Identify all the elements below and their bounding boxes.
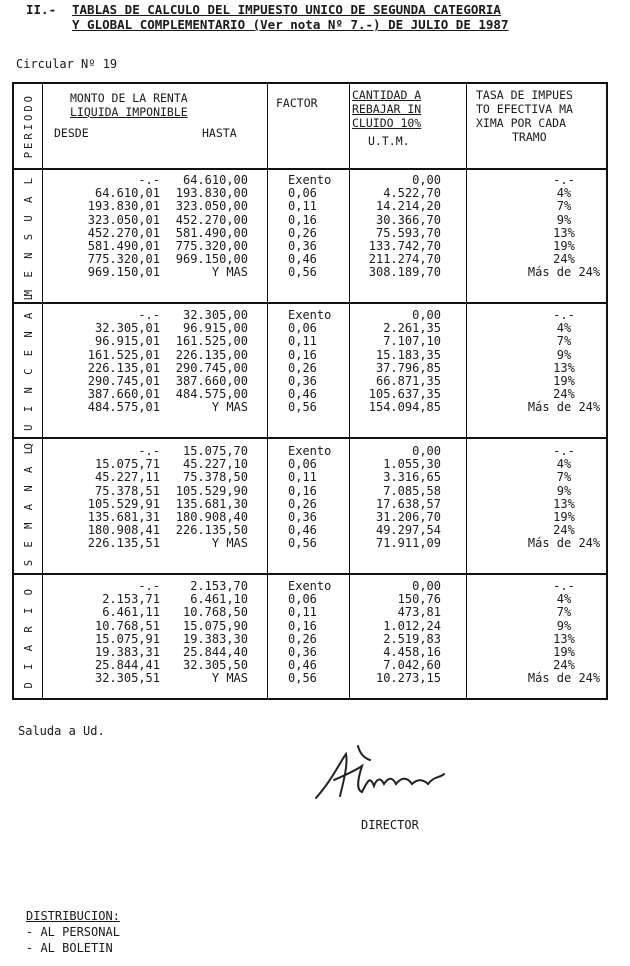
- cell-tasa: 4%: [556, 457, 572, 472]
- cell-tasa: 13%: [553, 631, 575, 646]
- cell-desde: -.-: [138, 173, 160, 187]
- cell-factor: 0,11: [288, 605, 317, 620]
- cell-hasta: 105.529,90: [175, 483, 248, 498]
- cell-desde: 387.660,01: [87, 387, 160, 402]
- cell-desde: 64.610,01: [94, 186, 160, 201]
- header-periodo: PERIODO: [23, 93, 35, 159]
- cell-desde: 19.383,31: [94, 644, 160, 659]
- cell-tasa: 24%: [553, 658, 575, 673]
- header-tasa: TASA DE IMPUES TO EFECTIVA MA XIMA POR CADA TRAMO: [476, 88, 573, 144]
- cell-cantidad: 15.183,35: [375, 347, 441, 362]
- cell-cantidad: 4.458,16: [383, 644, 441, 659]
- cell-factor: 0,16: [288, 618, 317, 633]
- cell-hasta: 180.908,40: [175, 509, 248, 524]
- cell-tasa: -.-: [553, 308, 575, 322]
- cell-cantidad: 66.871,35: [375, 373, 441, 388]
- table-row: [44, 498, 606, 511]
- table-row: [44, 606, 606, 619]
- cell-desde: 226.135,01: [87, 360, 160, 375]
- cell-desde: 135.681,31: [87, 509, 160, 524]
- cell-factor: 0,56: [288, 400, 317, 415]
- cell-factor: 0,36: [288, 644, 317, 659]
- cell-cantidad: 71.911,09: [375, 536, 441, 551]
- header-divider: [14, 168, 606, 170]
- cell-cantidad: 150,76: [397, 592, 441, 607]
- cell-cantidad: 0,00: [412, 579, 441, 593]
- cell-desde: 323.050,01: [87, 212, 160, 227]
- cell-cantidad: 2.519,83: [383, 631, 441, 646]
- cell-factor: 0,56: [288, 671, 317, 686]
- table-row: [44, 214, 606, 227]
- cell-desde: -.-: [138, 579, 160, 593]
- cell-cantidad: 133.742,70: [368, 238, 441, 253]
- cell-hasta: 2.153,70: [190, 579, 248, 593]
- cell-factor: 0,11: [288, 470, 317, 485]
- cell-tasa: 4%: [556, 186, 572, 201]
- director-label: DIRECTOR: [361, 818, 419, 832]
- cell-hasta: 15.075,90: [182, 618, 248, 633]
- cell-cantidad: 7.107,10: [383, 334, 441, 349]
- table-row: [44, 335, 606, 348]
- cell-hasta: 19.383,30: [182, 631, 248, 646]
- cell-factor: 0,06: [288, 186, 317, 201]
- cell-hasta: Y MAS: [211, 671, 248, 686]
- distribution-title: DISTRIBUCION:: [26, 909, 120, 923]
- cell-hasta: 161.525,00: [175, 334, 248, 349]
- cell-factor: Exento: [288, 308, 332, 322]
- cell-cantidad: 49.297,54: [375, 523, 441, 538]
- cell-hasta: Y MAS: [211, 536, 248, 551]
- cell-desde: 75.378,51: [94, 483, 160, 498]
- cell-cantidad: 4.522,70: [383, 186, 441, 201]
- cell-factor: 0,11: [288, 334, 317, 349]
- cell-cantidad: 0,00: [412, 173, 441, 187]
- title-line-2: Y GLOBAL COMPLEMENTARIO (Ver nota Nº 7.-) DE JULIO DE 1987: [72, 17, 509, 32]
- cell-hasta: 10.768,50: [182, 605, 248, 620]
- cell-tasa: 24%: [553, 523, 575, 538]
- cell-factor: 0,06: [288, 457, 317, 472]
- title-line-1: TABLAS DE CALCULO DEL IMPUESTO UNICO DE SEGUNDA CATEGORIA: [72, 2, 501, 17]
- cell-cantidad: 30.366,70: [375, 212, 441, 227]
- cell-hasta: 96.915,00: [182, 321, 248, 336]
- cell-hasta: 484.575,00: [175, 387, 248, 402]
- circular-number: Circular Nº 19: [16, 57, 118, 71]
- cell-tasa: 19%: [553, 644, 575, 659]
- cell-hasta: 775.320,00: [175, 238, 248, 253]
- cell-tasa: Más de 24%: [527, 400, 601, 415]
- cell-factor: 0,56: [288, 265, 317, 280]
- cell-desde: 969.150,01: [87, 265, 160, 280]
- tax-table: [12, 82, 608, 700]
- cell-tasa: 24%: [553, 252, 575, 267]
- cell-tasa: 7%: [556, 199, 572, 214]
- table-row: [44, 633, 606, 646]
- cell-hasta: 32.305,50: [182, 658, 248, 673]
- table-row: [44, 401, 606, 414]
- cell-tasa: Más de 24%: [527, 536, 601, 551]
- cell-tasa: 4%: [556, 321, 572, 336]
- cell-cantidad: 105.637,35: [368, 387, 441, 402]
- cell-desde: 484.575,01: [87, 400, 160, 415]
- cell-cantidad: 10.273,15: [375, 671, 441, 686]
- cell-hasta: 323.050,00: [175, 199, 248, 214]
- cell-factor: 0,16: [288, 212, 317, 227]
- distribution: [26, 908, 120, 956]
- cell-factor: 0,16: [288, 483, 317, 498]
- cell-hasta: Y MAS: [211, 265, 248, 280]
- cell-cantidad: 75.593,70: [375, 225, 441, 240]
- cell-factor: Exento: [288, 444, 332, 458]
- cell-tasa: 7%: [556, 334, 572, 349]
- cell-hasta: 64.610,00: [182, 173, 248, 187]
- cell-cantidad: 1.012,24: [383, 618, 441, 633]
- cell-desde: 105.529,91: [87, 496, 160, 511]
- cell-factor: 0,11: [288, 199, 317, 214]
- cell-tasa: 9%: [556, 212, 572, 227]
- cell-factor: 0,46: [288, 523, 317, 538]
- header-cantidad: CANTIDAD A REBAJAR IN CLUIDO 10% U.T.M.: [352, 88, 422, 148]
- cell-desde: 452.270,01: [87, 225, 160, 240]
- label-semanal: S E M A N A L: [23, 445, 35, 567]
- cell-factor: 0,26: [288, 631, 317, 646]
- header-factor: FACTOR: [276, 96, 318, 110]
- cell-tasa: 13%: [553, 360, 575, 375]
- cell-hasta: 387.660,00: [175, 373, 248, 388]
- cell-factor: 0,26: [288, 225, 317, 240]
- cell-factor: 0,36: [288, 373, 317, 388]
- cell-tasa: Más de 24%: [527, 671, 601, 686]
- cell-tasa: 7%: [556, 605, 572, 620]
- section-divider-1: [14, 302, 606, 304]
- table-row: [44, 200, 606, 213]
- cell-factor: 0,56: [288, 536, 317, 551]
- cell-desde: 161.525,01: [87, 347, 160, 362]
- cell-tasa: 19%: [553, 238, 575, 253]
- cell-factor: 0,36: [288, 509, 317, 524]
- cell-tasa: 9%: [556, 483, 572, 498]
- cell-cantidad: 7.042,60: [383, 658, 441, 673]
- cell-cantidad: 211.274,70: [368, 252, 441, 267]
- cell-cantidad: 17.638,57: [375, 496, 441, 511]
- cell-tasa: -.-: [553, 173, 575, 187]
- cell-factor: 0,06: [288, 321, 317, 336]
- cell-cantidad: 14.214,20: [375, 199, 441, 214]
- distribution-item: - AL PERSONAL: [26, 925, 120, 939]
- cell-desde: -.-: [138, 308, 160, 322]
- table-row: [44, 266, 606, 279]
- director-signature: [312, 740, 462, 812]
- table-row: [44, 672, 606, 685]
- document-title: [26, 2, 509, 32]
- table-row: [44, 620, 606, 633]
- cell-factor: 0,26: [288, 360, 317, 375]
- cell-desde: 10.768,51: [94, 618, 160, 633]
- cell-cantidad: 473,81: [397, 605, 441, 620]
- cell-desde: 581.490,01: [87, 238, 160, 253]
- cell-hasta: 969.150,00: [175, 252, 248, 267]
- cell-desde: 193.830,01: [87, 199, 160, 214]
- cell-desde: 775.320,01: [87, 252, 160, 267]
- cell-hasta: 15.075,70: [182, 444, 248, 458]
- cell-hasta: 226.135,50: [175, 523, 248, 538]
- cell-desde: 45.227,11: [94, 470, 160, 485]
- section-diario: [44, 580, 606, 686]
- cell-factor: 0,06: [288, 592, 317, 607]
- cell-tasa: 13%: [553, 225, 575, 240]
- cell-hasta: 45.227,10: [182, 457, 248, 472]
- cell-desde: 226.135,51: [87, 536, 160, 551]
- cell-hasta: 290.745,00: [175, 360, 248, 375]
- cell-factor: Exento: [288, 579, 332, 593]
- cell-desde: 32.305,01: [94, 321, 160, 336]
- cell-hasta: 226.135,00: [175, 347, 248, 362]
- cell-factor: 0,26: [288, 496, 317, 511]
- section-mensual: [44, 174, 606, 280]
- cell-hasta: 75.378,50: [182, 470, 248, 485]
- cell-desde: -.-: [138, 444, 160, 458]
- cell-factor: 0,36: [288, 238, 317, 253]
- header-desde: DESDE: [54, 126, 89, 140]
- cell-hasta: 135.681,30: [175, 496, 248, 511]
- cell-tasa: 19%: [553, 509, 575, 524]
- cell-tasa: 13%: [553, 496, 575, 511]
- cell-cantidad: 37.796,85: [375, 360, 441, 375]
- header-hasta: HASTA: [202, 126, 237, 140]
- cell-cantidad: 1.055,30: [383, 457, 441, 472]
- table-row: [44, 227, 606, 240]
- cell-cantidad: 308.189,70: [368, 265, 441, 280]
- section-semanal: [44, 445, 606, 551]
- cell-desde: 25.844,41: [94, 658, 160, 673]
- distribution-item: - AL BOLETIN: [26, 941, 113, 955]
- cell-tasa: 9%: [556, 618, 572, 633]
- header-monto: MONTO DE LA RENTA LIQUIDA IMPONIBLE: [70, 91, 188, 119]
- cell-tasa: -.-: [553, 444, 575, 458]
- cell-tasa: 4%: [556, 592, 572, 607]
- section-number: II.-: [26, 2, 57, 17]
- cell-tasa: 9%: [556, 347, 572, 362]
- cell-cantidad: 3.316,65: [383, 470, 441, 485]
- cell-desde: 32.305,51: [94, 671, 160, 686]
- cell-cantidad: 154.094,85: [368, 400, 441, 415]
- cell-hasta: 6.461,10: [190, 592, 248, 607]
- cell-factor: 0,46: [288, 252, 317, 267]
- section-divider-2: [14, 437, 606, 439]
- table-row: [44, 349, 606, 362]
- cell-cantidad: 2.261,35: [383, 321, 441, 336]
- cell-cantidad: 0,00: [412, 308, 441, 322]
- cell-desde: 15.075,71: [94, 457, 160, 472]
- cell-hasta: 452.270,00: [175, 212, 248, 227]
- cell-hasta: 25.844,40: [182, 644, 248, 659]
- label-diario: D I A R I O: [23, 586, 35, 689]
- cell-factor: Exento: [288, 173, 332, 187]
- cell-factor: 0,16: [288, 347, 317, 362]
- cell-hasta: 32.305,00: [182, 308, 248, 322]
- section-divider-3: [14, 573, 606, 575]
- cell-desde: 180.908,41: [87, 523, 160, 538]
- cell-hasta: 193.830,00: [175, 186, 248, 201]
- cell-hasta: 581.490,00: [175, 225, 248, 240]
- section-quincenal: [44, 309, 606, 415]
- cell-cantidad: 31.206,70: [375, 509, 441, 524]
- table-row: [44, 485, 606, 498]
- cell-cantidad: 7.085,58: [383, 483, 441, 498]
- cell-tasa: Más de 24%: [527, 265, 601, 280]
- cell-tasa: 19%: [553, 373, 575, 388]
- cell-tasa: 24%: [553, 387, 575, 402]
- label-quincenal: Q U I N C E N A L: [23, 291, 35, 450]
- cell-hasta: Y MAS: [211, 400, 248, 415]
- table-row: [44, 471, 606, 484]
- cell-desde: 96.915,01: [94, 334, 160, 349]
- closing-text: Saluda a Ud.: [18, 724, 105, 738]
- cell-desde: 6.461,11: [102, 605, 160, 620]
- cell-factor: 0,46: [288, 387, 317, 402]
- cell-tasa: 7%: [556, 470, 572, 485]
- label-mensual: M E N S U A L: [23, 175, 35, 297]
- cell-factor: 0,46: [288, 658, 317, 673]
- table-row: [44, 362, 606, 375]
- cell-desde: 15.075,91: [94, 631, 160, 646]
- cell-desde: 2.153,71: [102, 592, 160, 607]
- cell-desde: 290.745,01: [87, 373, 160, 388]
- cell-cantidad: 0,00: [412, 444, 441, 458]
- cell-tasa: -.-: [553, 579, 575, 593]
- table-row: [44, 537, 606, 550]
